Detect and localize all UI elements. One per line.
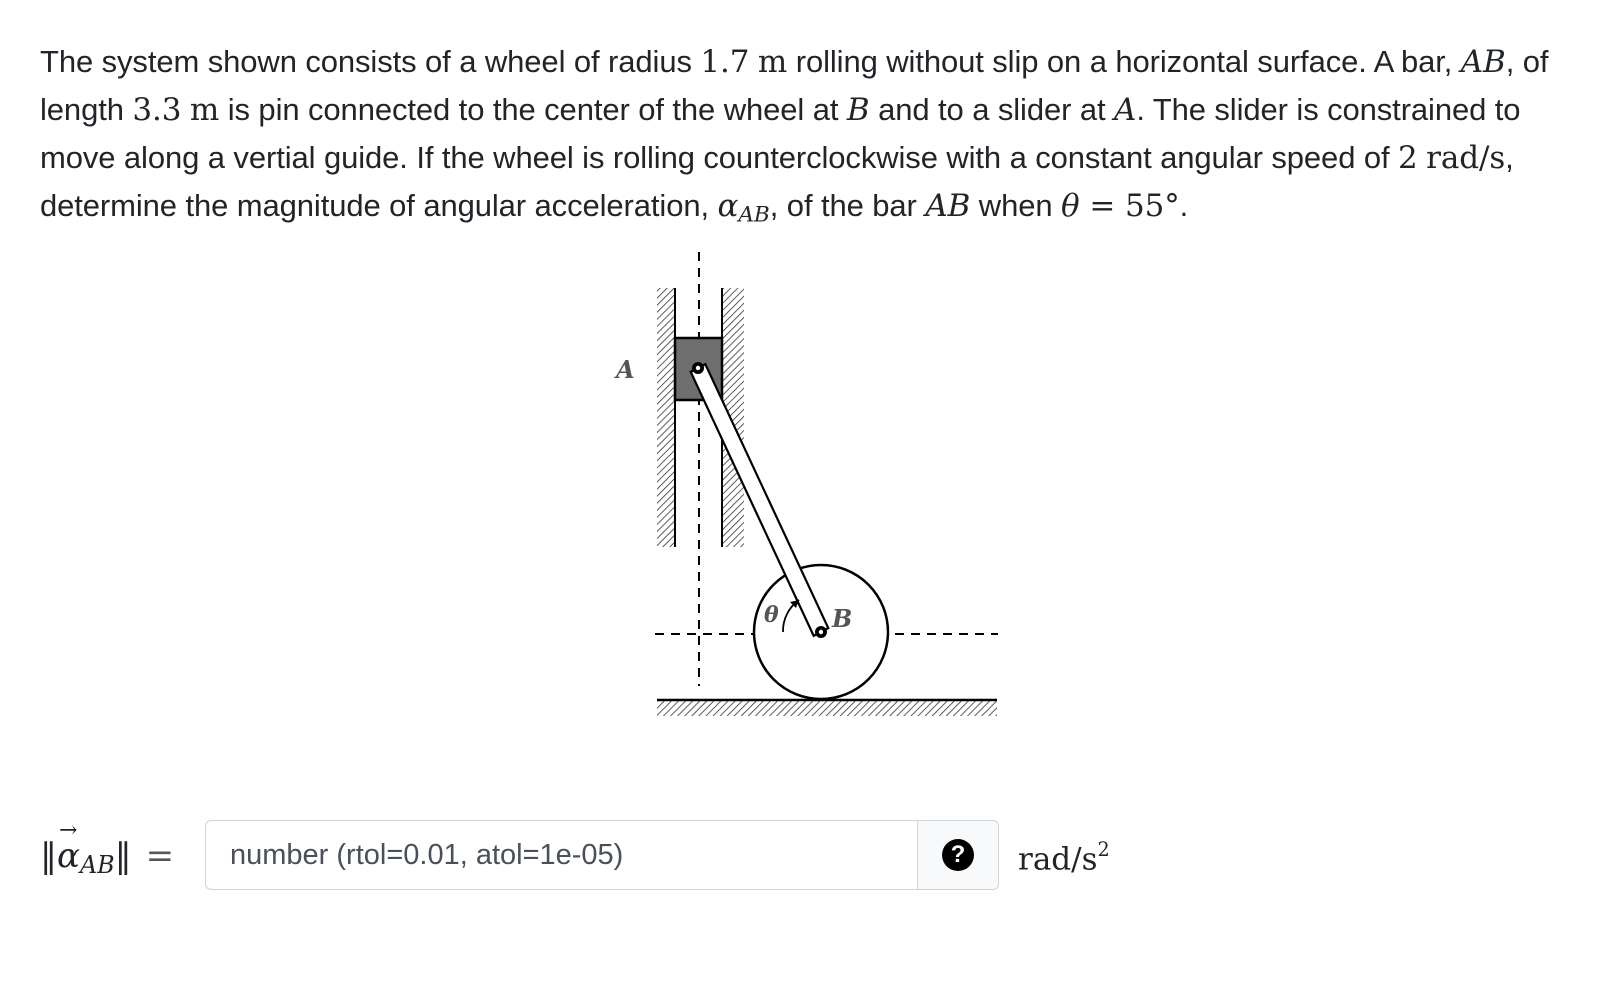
theta-value: = 55° (1079, 188, 1180, 224)
answer-units: rad/$s^2$ (1018, 838, 1110, 878)
alpha-subscript: AB (738, 202, 770, 228)
ground-hatch (657, 701, 997, 716)
help-button[interactable] (917, 820, 999, 890)
length-value: 3.3 (132, 92, 182, 128)
bar-ab (691, 364, 829, 636)
equals-sign: = (145, 836, 175, 876)
mechanism-figure (616, 250, 1010, 730)
label-a: A (616, 355, 635, 384)
alpha-vector-symbol: → α (57, 836, 80, 876)
length-unit: m (189, 92, 220, 128)
answer-row (40, 820, 1240, 894)
point-a: A (1114, 92, 1137, 128)
question-text (40, 38, 1570, 238)
answer-input[interactable] (205, 820, 917, 890)
pin-b-center (819, 630, 823, 634)
bar-name: AB (1460, 44, 1506, 80)
question-circle-icon: ? (942, 839, 974, 871)
mechanism-diagram (616, 250, 1010, 730)
alpha-symbol: α (717, 188, 739, 224)
answer-label: ‖→ $\alpha_{AB}‖$ = (40, 836, 174, 879)
pin-a-center (696, 366, 700, 370)
question-paragraph: The system shown consists of a wheel of radius 1.7 m rolling without slip on a horizontal surface. A bar, AB, of length 3.3 m is pin connected to the center of the wheel at B and to a slider at A. The slider is constrained to move along a vertial guide. If the wheel is rolling counterclockwise with a constant angular speed of 2 rad/s, determine the magnitude of angular acceleration, $\alpha_{AB}$, of the bar AB when θ = 55°. (40, 44, 1549, 228)
alpha-vector-subscript: AB (79, 850, 115, 879)
theta-symbol: θ (1061, 188, 1080, 224)
label-theta: θ (764, 602, 779, 628)
guide-wall-left (657, 288, 674, 547)
omega-value: 2 (1398, 140, 1418, 176)
label-b: B (832, 604, 853, 633)
radius-value: 1.7 (700, 44, 750, 80)
bar-name-2: AB (925, 188, 971, 224)
radius-unit: m (757, 44, 788, 80)
point-b: B (846, 92, 870, 128)
omega-unit: rad/s (1426, 140, 1506, 176)
